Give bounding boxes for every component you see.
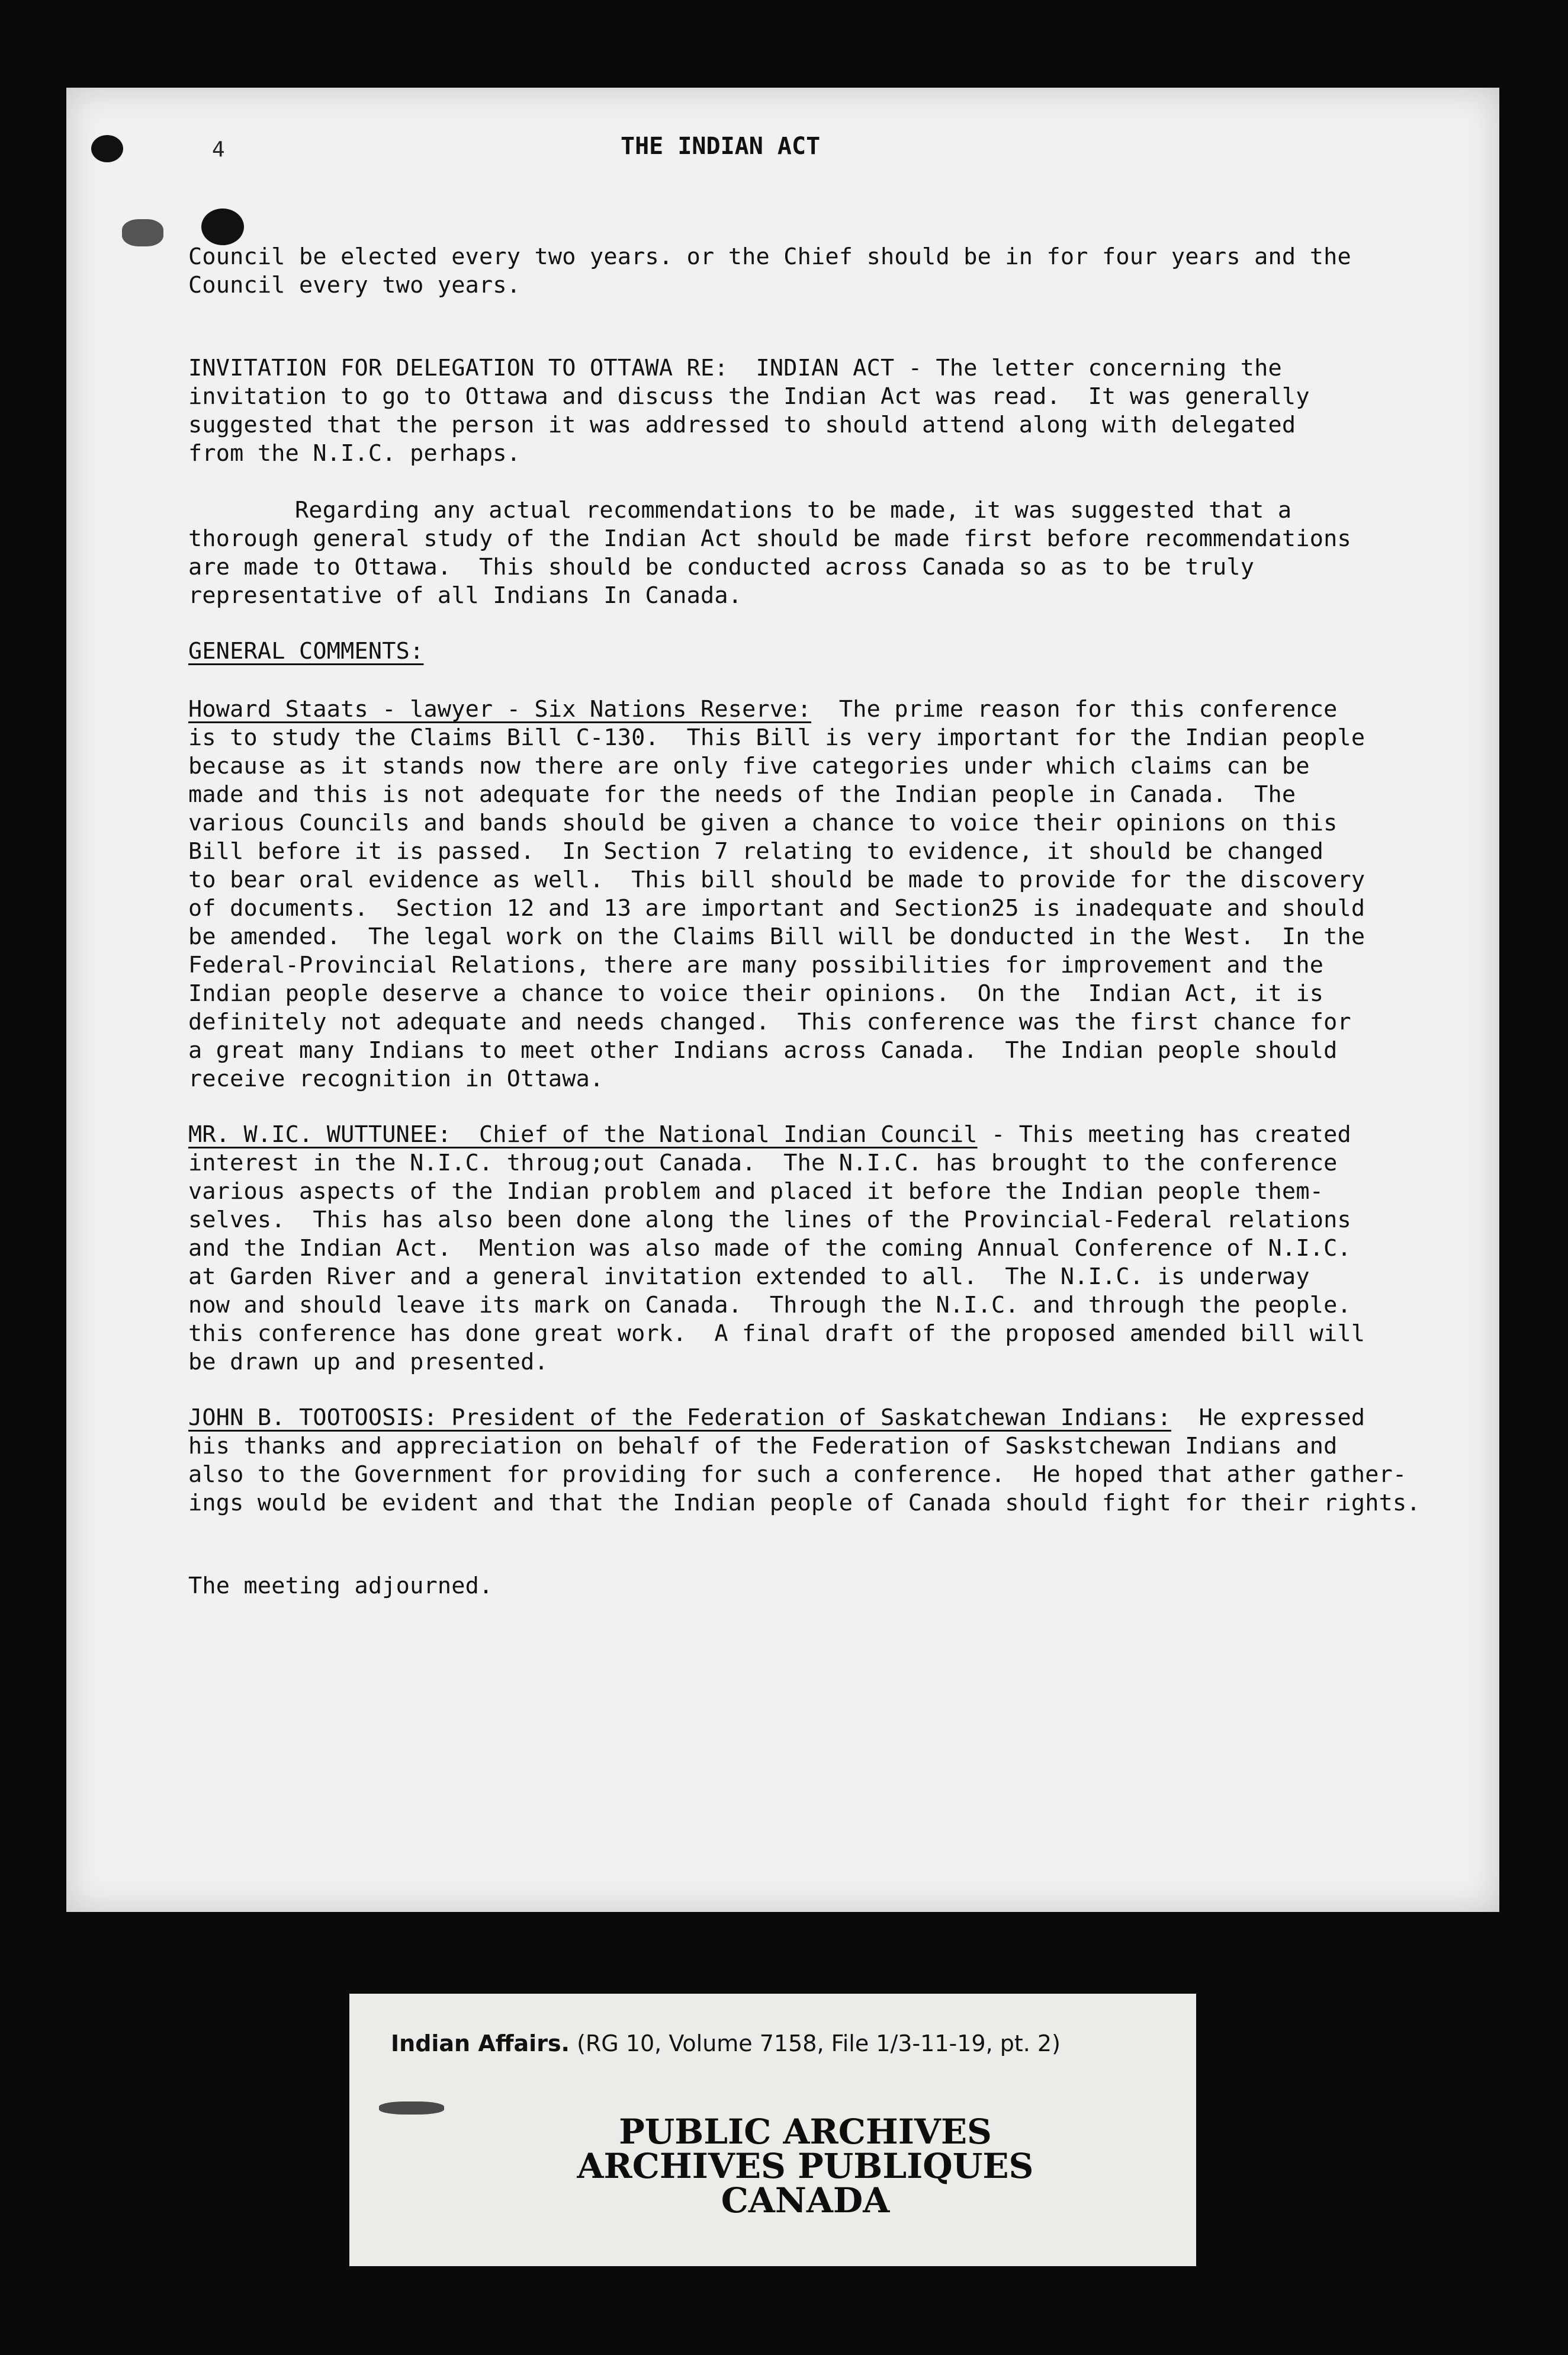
paragraph-howard-staats bbox=[188, 695, 1467, 1093]
invitation-body: - The letter concerning the invitation to go to Ottawa and discuss the Indian Act was read. It was generally suggested that the person it was addressed to should attend along with delegated from the N.I.C. perhaps. bbox=[188, 355, 1310, 467]
general-comments-heading: GENERAL COMMENTS: bbox=[188, 638, 424, 665]
speaker-wuttunee: MR. W.IC. WUTTUNEE: Chief of the National Indian Council bbox=[188, 1121, 978, 1148]
speaker-howard-staats: Howard Staats - lawyer - Six Nations Reserve: bbox=[188, 696, 812, 723]
paragraph-tootoosis bbox=[188, 1404, 1467, 1517]
ink-blot bbox=[122, 219, 163, 246]
stamp-line-2: ARCHIVES PUBLIQUES bbox=[577, 2146, 1034, 2186]
page-header: THE INDIAN ACT bbox=[621, 133, 821, 160]
document-body bbox=[188, 243, 1467, 1628]
paragraph-invitation bbox=[188, 354, 1467, 468]
ink-blot bbox=[91, 135, 123, 162]
archive-citation bbox=[391, 2030, 1061, 2056]
invitation-heading: INVITATION FOR DELEGATION TO OTTAWA RE: INDIAN ACT bbox=[188, 355, 895, 381]
paragraph-wuttunee bbox=[188, 1121, 1467, 1377]
ink-blot bbox=[201, 208, 244, 245]
speaker-tootoosis: JOHN B. TOOTOOSIS: President of the Federation of Saskatchewan Indians: bbox=[188, 1404, 1171, 1431]
wuttunee-comments: - This meeting has created interest in the N.I.C. throug;out Canada. The N.I.C. has brought to the conference various aspects of the Indian problem and placed it before the Indian people them- selves. This has also been done along the lines of the Provincial-Federal relations and the Indian Act. Mention was also made of the coming Annual Conference of N.I.C. at Garden River and a general invitation extended to all. The N.I.C. is underway now and should leave its mark on Canada. Through the N.I.C. and through the people. this conference has done great work. A final draft of the proposed amended bill will be drawn up and presented. bbox=[188, 1121, 1365, 1375]
paragraph-council-terms: Council be elected every two years. or the Chief should be in for four years and the Council every two years. bbox=[188, 243, 1351, 299]
stamp-line-1: PUBLIC ARCHIVES bbox=[619, 2112, 992, 2152]
ink-smudge bbox=[379, 2101, 444, 2115]
tootoosis-comments: He expressed his thanks and appreciation on behalf of the Federation of Saskstchewan Indians and also to the Government for providing for such a conference. He hoped that ather gather- ings would be evident and that the Indian people of Canada should fight for their rights. bbox=[188, 1404, 1421, 1516]
closing-line: The meeting adjourned. bbox=[188, 1573, 493, 1599]
stamp-line-3: CANADA bbox=[721, 2180, 890, 2221]
citation-reference: (RG 10, Volume 7158, File 1/3-11-19, pt. 2) bbox=[570, 2030, 1061, 2056]
archives-stamp bbox=[551, 2112, 1060, 2221]
citation-prefix: Indian Affairs. bbox=[391, 2030, 570, 2056]
howard-staats-comments: The prime reason for this conference is to study the Claims Bill C-130. This Bill is very important for the Indian people because as it stands now there are only five categories under which claims can be made and this is not adequate for the needs of the Indian people in Canada. The various Councils and bands should be given a chance to voice their opinions on this Bill before it is passed. In Section 7 relating to evidence, it should be changed to bear oral evidence as well. This bill should be made to provide for the discovery of documents. Section 12 and 13 are important and Section25 is inadequate and should be amended. The legal work on the Claims Bill will be donducted in the West. In the Federal-Provincial Relations, there are many possibilities for improvement and the Indian people deserve a chance to voice their opinions. On the Indian Act, it is definitely not adequate and needs changed. This conference was the first chance for a great many Indians to meet other Indians across Canada. The Indian people should receive recognition in Ottawa. bbox=[188, 696, 1365, 1092]
paragraph-recommendations: Regarding any actual recommendations to be made, it was suggested that a thorough general study of the Indian Act should be made first before recommendations are made to Ottawa. This should be conducted across Canada so as to be truly representative of all Indians In Canada. bbox=[188, 497, 1351, 609]
page-number: 4 bbox=[212, 137, 225, 162]
